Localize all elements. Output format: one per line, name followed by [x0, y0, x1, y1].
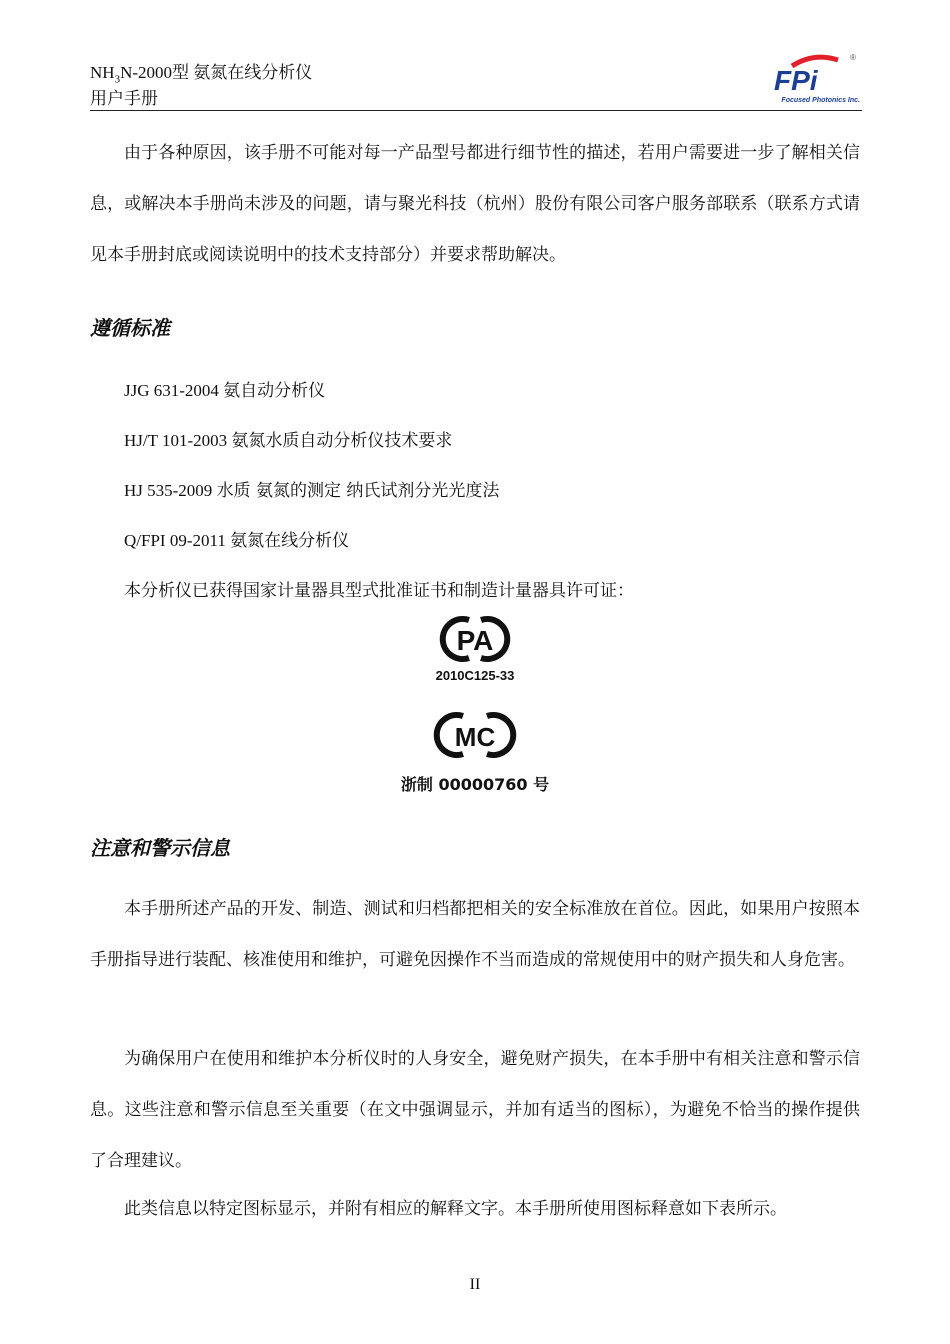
standard-item: Q/FPI 09-2011 氨氮在线分析仪 [124, 531, 350, 551]
logo-company-text: Focused Photonics Inc. [781, 97, 860, 104]
warning-paragraph: 本手册所述产品的开发、制造、测试和归档都把相关的安全标准放在首位。因此，如果用户按照本手册指导进行装配、核准使用和维护，可避免因操作不当而造成的常规使用中的财产损失和人身危害。 [90, 899, 860, 970]
cpa-logo-icon [429, 614, 521, 664]
intro-paragraph: 由于各种原因，该手册不可能对每一产品型号都进行细节性的描述，若用户需要进一步了解相关信息，或解决本手册尚未涉及的问题，请与聚光科技（杭州）股份有限公司客户服务部联系（联系方式请见本手册封底或阅读说明中的技术支持部分）并要求帮助解决。 [90, 143, 860, 265]
logo-registered: ® [850, 53, 856, 62]
standard-item: JJG 631-2004 氨自动分析仪 [124, 381, 326, 401]
cmc-number: 浙制 00000760 号 [400, 775, 550, 794]
warnings-title: 注意和警示信息 [90, 836, 230, 860]
page-header [90, 53, 862, 111]
page-number: II [469, 1276, 481, 1293]
warning-paragraph: 为确保用户在使用和维护本分析仪时的人身安全，避免财产损失，在本手册中有相关注意和警示信息。这些注意和警示信息至关重要（在文中强调显示，并加有适当的图标），为避免不恰当的操作提供了合理建议。 [90, 1049, 860, 1171]
warning-paragraph: 此类信息以特定图标显示，并附有相应的解释文字。本手册所使用图标释意如下表所示。 [124, 1199, 787, 1219]
svg-text:PA: PA [456, 625, 494, 656]
cmc-logo-icon [429, 710, 521, 760]
logo-mark-text: FPi [774, 65, 818, 96]
standard-item: HJ/T 101-2003 氨氮水质自动分析仪技术要求 [124, 431, 453, 451]
standard-item: HJ 535-2009 水质 氨氮的测定 纳氏试剂分光光度法 [124, 481, 500, 501]
certification-statement: 本分析仪已获得国家计量器具型式批准证书和制造计量器具许可证： [124, 581, 634, 601]
fpi-logo [752, 50, 862, 106]
header-title: $NH_3N-2000$型 氨氮在线分析仪 [90, 63, 313, 86]
cpa-certification [0, 614, 950, 683]
standards-title: 遵循标准 [90, 316, 170, 340]
svg-text:MC: MC [454, 722, 496, 752]
cpa-number: 2010C125-33 [435, 668, 515, 683]
header-subtitle: 用户手册 [90, 89, 158, 109]
cmc-certification [0, 710, 950, 795]
fpi-logo-mark [752, 50, 862, 96]
